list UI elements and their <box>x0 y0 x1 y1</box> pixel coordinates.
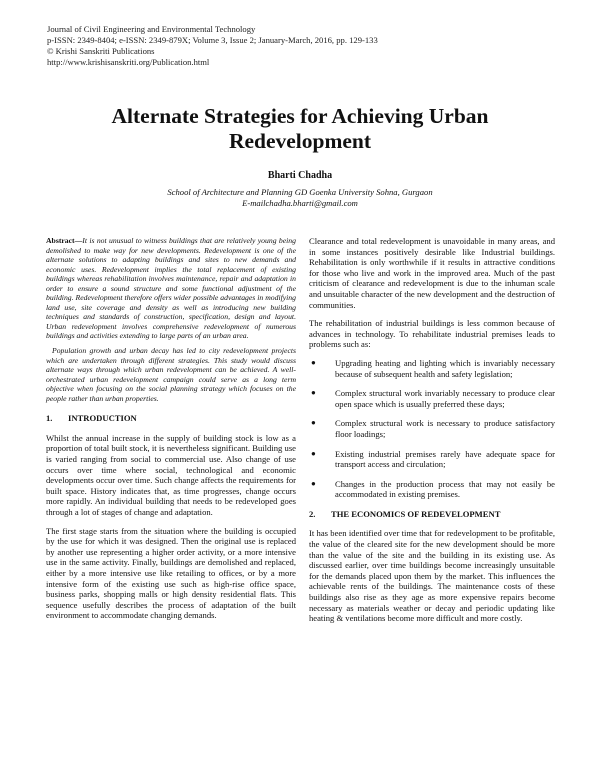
paper-title: Alternate Strategies for Achieving Urban Redevelopment <box>111 104 489 153</box>
abstract-label: Abstract— <box>46 236 83 245</box>
right-column <box>309 236 555 632</box>
issn-line: p-ISSN: 2349-8404; e-ISSN: 2349-879X; Volume 3, Issue 2; January-March, 2016, pp. 129-133 <box>47 35 378 45</box>
list-item: ● Changes in the production process that may not easily be accommodated in existing premises. <box>311 478 555 500</box>
paragraph: It has been identified over time that for redevelopment to be profitable, the value of the cleared site for the new development should be more than the value of the site and the building in its existing use. As discussed earlier, over time buildings become increasingly unsuitable for the demands placed upon them by the market. This influences the achievable rents of the buildings. The maintenance costs of these buildings also rise as they age as more expensive repairs become necessary as materials weather or decay and periodic updating like heating & ventilations become more difficult and more costly. <box>309 528 555 624</box>
section-number: 2. <box>309 508 316 519</box>
paragraph: The first stage starts from the situation where the building is occupied by the use for which it was designed. Then the original use is replaced by another use representing a higher order activity, or a more intensive use in the same activity. Finally, buildings are demolished and replaced, either by a more intensive use like retailing to offices, or by a more intensive form of the existing use such as high-rise office space, business parks, shopping malls or high density residential flats. This sequence usefully describes the process of adaptation of the built environment to accommodate changing demands. <box>46 525 296 621</box>
bullet-icon: ● <box>311 448 316 458</box>
author-name: Bharti Chadha <box>267 170 333 181</box>
author-email[interactable]: E-mailchadha.bharti@gmail.com <box>242 198 358 208</box>
publisher-line: © Krishi Sanskriti Publications <box>47 46 155 56</box>
left-column <box>46 236 296 629</box>
journal-name: Journal of Civil Engineering and Environmental Technology <box>47 24 256 34</box>
section-title: THE ECONOMICS OF REDEVELOPMENT <box>331 508 501 519</box>
paragraph: Whilst the annual increase in the supply of building stock is low as a proportion of total built stock, it is nevertheless significant. Building use is varied ranging from social to commercial use. Also change of use occurs over time where social, technological and economic developments occur over time. Such change affects the requirements for built space. History indicates that, as time progresses, change occurs more rapidly. An individual building that needs to be redeveloped goes through a lot of stages of change and adaptation. <box>46 432 296 518</box>
list-item: ● Complex structural work is necessary to produce satisfactory floor loadings; <box>311 418 555 439</box>
section-number: 1. <box>46 413 53 424</box>
section-heading-economics <box>309 509 555 520</box>
paragraph: The rehabilitation of industrial buildings is less common because of advances in technology. To rehabilitate industrial premises leads to problems such as: <box>309 318 555 350</box>
abstract <box>46 236 296 341</box>
abstract-text: It is not unusual to witness buildings that are relatively young being demolished to make way for new developments. Redevelopment is one of the alternate solutions to adapting buildings and sites to new demands and economic uses. Redevelopment implies the total replacement of existing buildings whereas rehabilitation involves maintenance, repair and adaptation in order to ensure a sound structure and some functional adjustment of the building. Redevelopment therefore offers wider possible advantages in modifying land use, site coverage and density as well as introducing new building techniques and standards of construction, specification, design and layout. Urban redevelopment involves comprehensive redevelopment of numerous buildings and activities extending to large parts of an urban area. <box>46 236 296 341</box>
abstract-text-2: Population growth and urban decay has led to city redevelopment projects which are undertaken through different strategies. This study would discuss alternate ways through which urban redevelopment can be achieved. A well-orchestrated urban redevelopment campaign could serve as a long term objective when focusing on the social planning strategy which focuses on the people rather than urban properties. <box>46 346 296 403</box>
list-item: ● Existing industrial premises rarely have adequate space for transport access and circulation; <box>311 448 555 470</box>
list-item: ● Upgrading heating and lighting which is invariably necessary because of subsequent health and safety legislation; <box>311 357 555 379</box>
section-title: INTRODUCTION <box>68 413 137 424</box>
journal-url[interactable]: http://www.krishisanskriti.org/Publication.html <box>47 57 210 67</box>
author-affiliation-block <box>40 187 560 209</box>
bullet-icon: ● <box>311 357 316 367</box>
problems-list <box>309 358 555 500</box>
affiliation: School of Architecture and Planning GD Goenka University Sohna, Gurgaon <box>167 187 433 197</box>
paragraph: Clearance and total redevelopment is unavoidable in many areas, and in some instances positively desirable like Industrial buildings. Rehabilitation is only worthwhile if it results in attractive conditions for those who live and work in the improved area. Much of the past criticism of clearance and redevelopment is due to the inhuman scale and unsuitable character of the new development and the destruction of communities. <box>309 236 555 310</box>
bullet-icon: ● <box>311 418 316 428</box>
bullet-icon: ● <box>311 478 316 488</box>
journal-header <box>47 24 567 68</box>
list-item: ● Complex structural work invariably necessary to produce clear open space which is usually preferred these days; <box>311 388 555 409</box>
bullet-icon: ● <box>311 388 316 398</box>
section-heading-introduction <box>46 413 296 424</box>
